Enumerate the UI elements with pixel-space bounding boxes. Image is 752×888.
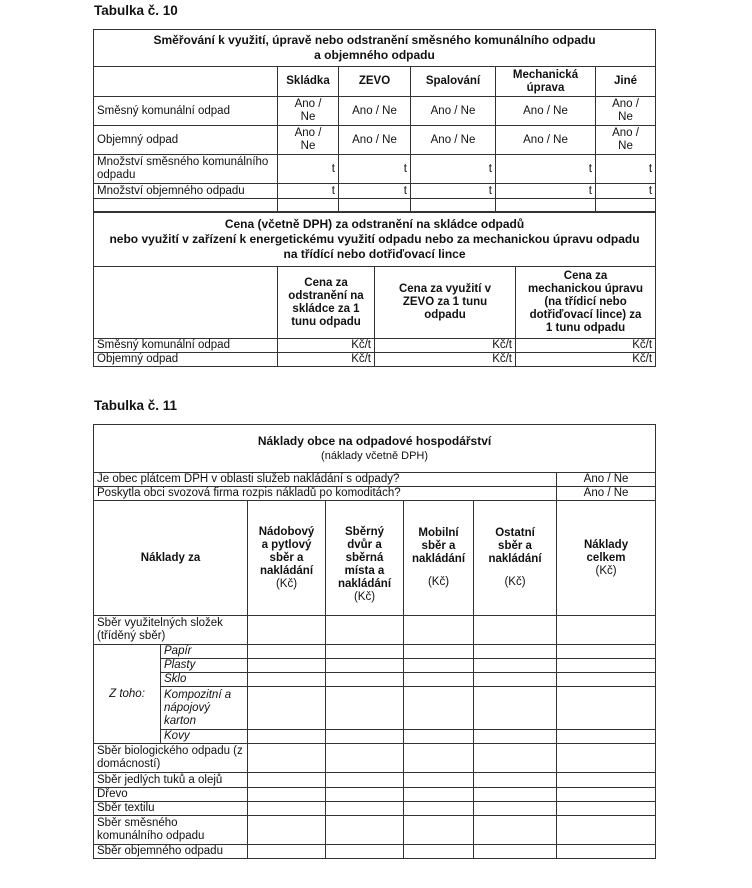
- cell-jine[interactable]: Ano / Ne: [596, 97, 656, 126]
- cell-mechanicka[interactable]: Ano / Ne: [496, 97, 596, 126]
- table10-title: [94, 30, 656, 67]
- cost-cell[interactable]: [404, 730, 474, 744]
- column-header-unit: (Kč): [427, 576, 450, 588]
- row-label: Množství směsného komunálního odpadu: [94, 155, 278, 184]
- cost-cell[interactable]: [557, 645, 656, 659]
- cost-cell[interactable]: [404, 616, 474, 645]
- row-label: Směsný komunální odpad: [94, 97, 278, 126]
- table11-header-row: [94, 501, 656, 616]
- cell-mechanical-price[interactable]: Kč/t: [516, 353, 656, 367]
- table11-costs: [93, 424, 656, 859]
- column-header-naklady-za: Náklady za: [94, 501, 248, 616]
- cost-cell[interactable]: [326, 659, 404, 673]
- row-label: Plasty: [161, 659, 248, 673]
- cost-cell[interactable]: [248, 744, 326, 773]
- cell-mechanicka[interactable]: [496, 199, 596, 212]
- table-row: [94, 687, 656, 730]
- column-header-ostatni: [474, 501, 557, 616]
- cost-cell[interactable]: [326, 802, 404, 816]
- table10-header-row: [94, 67, 656, 97]
- column-header-skladka: Skládka: [278, 67, 339, 97]
- row-label: Objemný odpad: [94, 353, 278, 367]
- cost-cell[interactable]: [326, 645, 404, 659]
- table-row: [94, 802, 656, 816]
- table11-caption: Tabulka č. 11: [94, 398, 178, 413]
- price-header-blank: [94, 267, 278, 339]
- cost-cell[interactable]: [248, 802, 326, 816]
- table-row: [94, 845, 656, 859]
- row-label: Sběr směsného komunálního odpadu: [94, 816, 248, 845]
- question-answer[interactable]: Ano / Ne: [557, 487, 656, 501]
- cost-cell[interactable]: [557, 730, 656, 744]
- cost-cell[interactable]: [474, 659, 557, 673]
- column-header-unit: (Kč): [353, 591, 376, 603]
- table-row: [94, 744, 656, 773]
- cost-cell[interactable]: [404, 816, 474, 845]
- table-row: [94, 616, 656, 645]
- column-header-mobilni: [404, 501, 474, 616]
- cost-cell[interactable]: [404, 687, 474, 730]
- cost-cell[interactable]: [474, 816, 557, 845]
- cost-cell[interactable]: [326, 845, 404, 859]
- table10-prices: [93, 212, 656, 367]
- column-header-mechanical-price: Cena za mechanickou úpravu (na třídicí nebo dotřiďovací lince) za 1 tunu odpadu: [516, 267, 656, 339]
- cost-cell[interactable]: [474, 687, 557, 730]
- table-row: [94, 184, 656, 199]
- cell-spalovani[interactable]: [411, 199, 496, 212]
- cell-mechanicka[interactable]: t: [496, 155, 596, 184]
- table10-header-blank: [94, 67, 278, 97]
- table10-caption: Tabulka č. 10: [94, 3, 178, 18]
- cost-cell[interactable]: [248, 788, 326, 802]
- column-header-name: Ostatní sběr a nakládání: [488, 527, 542, 565]
- column-header-mechanicka-uprava: Mechanická úprava: [496, 67, 596, 97]
- row-label: Kovy: [161, 730, 248, 744]
- cost-cell[interactable]: [326, 673, 404, 687]
- table-row: [94, 816, 656, 845]
- column-header-unit: (Kč): [504, 576, 526, 588]
- cost-cell[interactable]: [404, 773, 474, 788]
- cost-cell[interactable]: [248, 773, 326, 788]
- cost-cell[interactable]: [557, 659, 656, 673]
- column-header-unit: (Kč): [275, 577, 298, 590]
- cost-cell[interactable]: [557, 744, 656, 773]
- cell-zevo-price[interactable]: Kč/t: [375, 353, 516, 367]
- column-header-name: Náklady celkem: [583, 538, 629, 564]
- cost-cell[interactable]: [474, 845, 557, 859]
- question-row: [94, 473, 656, 487]
- column-header-celkem: [557, 501, 656, 616]
- cost-cell[interactable]: [326, 616, 404, 645]
- cell-jine[interactable]: t: [596, 184, 656, 199]
- cell-zevo[interactable]: Ano / Ne: [339, 126, 411, 155]
- cost-cell[interactable]: [248, 659, 326, 673]
- cost-cell[interactable]: [326, 744, 404, 773]
- table-row: [94, 126, 656, 155]
- cell-skladka[interactable]: t: [278, 155, 339, 184]
- table-row: [94, 773, 656, 788]
- table10-usage: [93, 29, 656, 212]
- table-row: [94, 645, 656, 659]
- cost-cell[interactable]: [474, 788, 557, 802]
- cost-cell[interactable]: [557, 845, 656, 859]
- cell-zevo[interactable]: t: [339, 184, 411, 199]
- z-toho-label: Z toho:: [94, 645, 161, 744]
- column-header-name: Mobilní sběr a nakládání: [411, 527, 466, 565]
- cost-cell[interactable]: [326, 773, 404, 788]
- column-header-name: Nádobový a pytlový sběr a nakládání: [258, 525, 315, 577]
- price-title-line1: Cena (včetně DPH) za odstranění na skládce odpadů: [224, 217, 525, 231]
- cell-landfill-price[interactable]: Kč/t: [278, 339, 375, 353]
- row-label: Dřevo: [94, 788, 248, 802]
- cost-cell[interactable]: [474, 730, 557, 744]
- row-label: Papír: [161, 645, 248, 659]
- cell-zevo[interactable]: t: [339, 155, 411, 184]
- column-header-nadobovy: [248, 501, 326, 616]
- column-header-unit: (Kč): [595, 564, 617, 577]
- price-title: [94, 213, 656, 267]
- table11-subtitle: (náklady včetně DPH): [321, 449, 429, 462]
- cost-cell[interactable]: [474, 673, 557, 687]
- cost-cell[interactable]: [404, 788, 474, 802]
- cell-spalovani[interactable]: t: [411, 155, 496, 184]
- row-label: Sběr využitelných složek (tříděný sběr): [94, 616, 248, 645]
- table-row: [94, 97, 656, 126]
- cell-jine[interactable]: t: [596, 155, 656, 184]
- cost-cell[interactable]: [248, 673, 326, 687]
- question-row: [94, 487, 656, 501]
- row-label: Sběr objemného odpadu: [94, 845, 248, 859]
- table10-title-line2: a objemného odpadu: [314, 48, 435, 62]
- cost-cell[interactable]: [404, 659, 474, 673]
- table10-title-line1: Směřování k využití, úpravě nebo odstranění směsného komunálního odpadu: [153, 33, 596, 47]
- row-label: Sběr textilu: [94, 802, 248, 816]
- cost-cell[interactable]: [557, 687, 656, 730]
- price-title-line2: nebo využití v zařízení k energetickému využití odpadu nebo za mechanickou úpravu odpadu: [109, 232, 640, 246]
- question-answer[interactable]: Ano / Ne: [557, 473, 656, 487]
- cost-cell[interactable]: [557, 673, 656, 687]
- row-label: Množství objemného odpadu: [94, 184, 278, 199]
- cost-cell[interactable]: [474, 744, 557, 773]
- table11-title: Náklady obce na odpadové hospodářství: [257, 433, 492, 448]
- cost-cell[interactable]: [248, 816, 326, 845]
- table-row: [94, 788, 656, 802]
- question-text: Je obec plátcem DPH v oblasti služeb nakládání s odpady?: [94, 473, 557, 487]
- question-text: Poskytla obci svozová firma rozpis nákladů po komoditách?: [94, 487, 557, 501]
- column-header-zevo: ZEVO: [339, 67, 411, 97]
- table-row: [94, 730, 656, 744]
- cost-cell[interactable]: [404, 645, 474, 659]
- cost-cell[interactable]: [474, 616, 557, 645]
- cost-cell[interactable]: [557, 616, 656, 645]
- cost-cell[interactable]: [404, 802, 474, 816]
- table-row: [94, 659, 656, 673]
- cost-cell[interactable]: [248, 616, 326, 645]
- cost-cell[interactable]: [404, 845, 474, 859]
- cell-skladka[interactable]: t: [278, 184, 339, 199]
- cell-mechanical-price[interactable]: Kč/t: [516, 339, 656, 353]
- cell-spalovani[interactable]: t: [411, 184, 496, 199]
- column-header-zevo-price: Cena za využití v ZEVO za 1 tunu odpadu: [375, 267, 516, 339]
- table-row: [94, 155, 656, 184]
- cost-cell[interactable]: [248, 687, 326, 730]
- cost-cell[interactable]: [404, 744, 474, 773]
- row-label: [94, 199, 278, 212]
- cell-jine[interactable]: Ano / Ne: [596, 126, 656, 155]
- cost-cell[interactable]: [474, 802, 557, 816]
- column-header-spalovani: Spalování: [411, 67, 496, 97]
- cell-skladka[interactable]: Ano / Ne: [278, 97, 339, 126]
- column-header-sberny-dvur: [326, 501, 404, 616]
- cost-cell[interactable]: [404, 673, 474, 687]
- column-header-name: Sběrný dvůr a sběrná místa a nakládání: [337, 526, 392, 590]
- cell-landfill-price[interactable]: Kč/t: [278, 353, 375, 367]
- cost-cell[interactable]: [557, 816, 656, 845]
- cost-cell[interactable]: [248, 645, 326, 659]
- cost-cell[interactable]: [326, 788, 404, 802]
- cell-skladka[interactable]: [278, 199, 339, 212]
- cell-jine[interactable]: [596, 199, 656, 212]
- cell-zevo-price[interactable]: Kč/t: [375, 339, 516, 353]
- price-title-line3: na třídící nebo dotřiďovací lince: [283, 247, 466, 261]
- cell-zevo[interactable]: [339, 199, 411, 212]
- cell-spalovani[interactable]: Ano / Ne: [411, 126, 496, 155]
- row-label: Sklo: [161, 673, 248, 687]
- table-row: [94, 339, 656, 353]
- cost-cell[interactable]: [557, 802, 656, 816]
- cell-spalovani[interactable]: Ano / Ne: [411, 97, 496, 126]
- cell-zevo[interactable]: Ano / Ne: [339, 97, 411, 126]
- cost-cell[interactable]: [474, 773, 557, 788]
- cost-cell[interactable]: [248, 730, 326, 744]
- row-label: Směsný komunální odpad: [94, 339, 278, 353]
- cost-cell[interactable]: [326, 816, 404, 845]
- cost-cell[interactable]: [326, 687, 404, 730]
- table-row: [94, 673, 656, 687]
- row-label: Kompozitní a nápojový karton: [161, 687, 248, 730]
- cell-skladka[interactable]: Ano / Ne: [278, 126, 339, 155]
- column-header-landfill-price: Cena za odstranění na skládce za 1 tunu odpadu: [278, 267, 375, 339]
- table-row: [94, 199, 656, 212]
- cost-cell[interactable]: [557, 773, 656, 788]
- price-header-row: [94, 267, 656, 339]
- cost-cell[interactable]: [248, 845, 326, 859]
- column-header-jine: Jiné: [596, 67, 656, 97]
- cost-cell[interactable]: [326, 730, 404, 744]
- cell-mechanicka[interactable]: t: [496, 184, 596, 199]
- table-row: [94, 353, 656, 367]
- cost-cell[interactable]: [557, 788, 656, 802]
- cost-cell[interactable]: [474, 645, 557, 659]
- row-label: Objemný odpad: [94, 126, 278, 155]
- cell-mechanicka[interactable]: Ano / Ne: [496, 126, 596, 155]
- row-label: Sběr biologického odpadu (z domácností): [94, 744, 248, 773]
- table11-title-cell: [94, 425, 656, 473]
- row-label: Sběr jedlých tuků a olejů: [94, 773, 248, 788]
